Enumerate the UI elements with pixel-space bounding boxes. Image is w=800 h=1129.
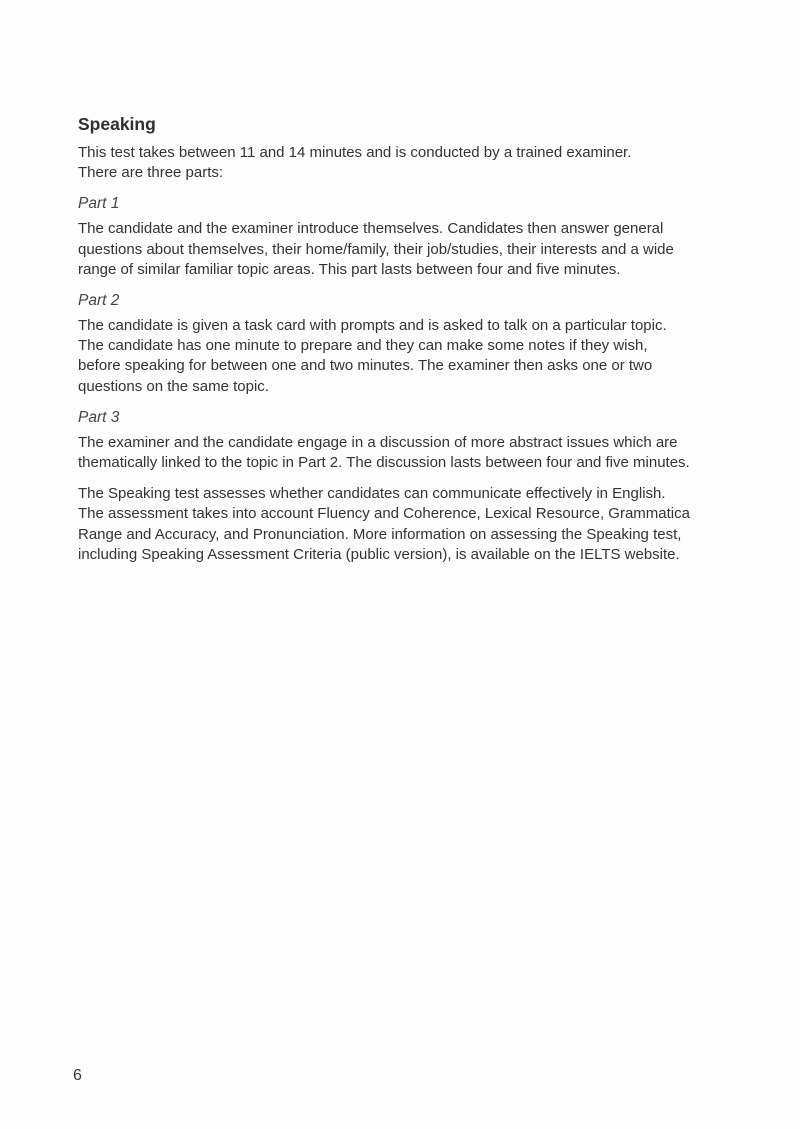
paragraph-line: range of similar familiar topic areas. This part lasts between four and five minutes.: [78, 260, 621, 278]
part-3-paragraph: [78, 433, 768, 473]
document-page: [78, 113, 768, 576]
paragraph-line: Range and Accuracy, and Pronunciation. More information on assessing the Speaking test,: [78, 525, 682, 543]
paragraph-line: The examiner and the candidate engage in a discussion of more abstract issues which are: [78, 433, 678, 451]
part-2-heading: Part 2: [78, 292, 120, 310]
part-1-paragraph: [78, 219, 768, 280]
intro-line: There are three parts:: [78, 164, 224, 182]
paragraph-line: questions on the same topic.: [78, 377, 269, 395]
part-1-section: [78, 194, 768, 280]
paragraph-line: thematically linked to the topic in Part 2. The discussion lasts between four and five minutes.: [78, 454, 690, 472]
part-3-heading: Part 3: [78, 408, 120, 426]
paragraph-line: questions about themselves, their home/family, their job/studies, their interests and a wide: [78, 240, 674, 258]
paragraph-line: The candidate and the examiner introduce themselves. Candidates then answer general: [78, 220, 664, 238]
page-number: 6: [73, 1067, 82, 1084]
paragraph-line: The Speaking test assesses whether candidates can communicate effectively in English.: [78, 485, 666, 503]
intro-line: This test takes between 11 and 14 minutes and is conducted by a trained examiner.: [78, 144, 632, 161]
part-1-heading: Part 1: [78, 195, 120, 213]
paragraph-line: including Speaking Assessment Criteria (public version), is available on the IELTS website.: [78, 545, 680, 563]
paragraph-line: before speaking for between one and two minutes. The examiner then asks one or two: [78, 357, 653, 375]
paragraph-line: The candidate has one minute to prepare and they can make some notes if they wish,: [78, 337, 648, 355]
paragraph-line: The candidate is given a task card with prompts and is asked to talk on a particular topic.: [78, 317, 667, 335]
part-2-paragraph: [78, 316, 768, 397]
intro-paragraph: [78, 143, 768, 183]
part-2-section: [78, 291, 768, 397]
assessment-paragraph: [78, 484, 768, 565]
section-title: Speaking: [78, 114, 156, 134]
paragraph-line: The assessment takes into account Fluency and Coherence, Lexical Resource, Grammatica: [78, 505, 690, 523]
part-3-section: [78, 408, 768, 473]
